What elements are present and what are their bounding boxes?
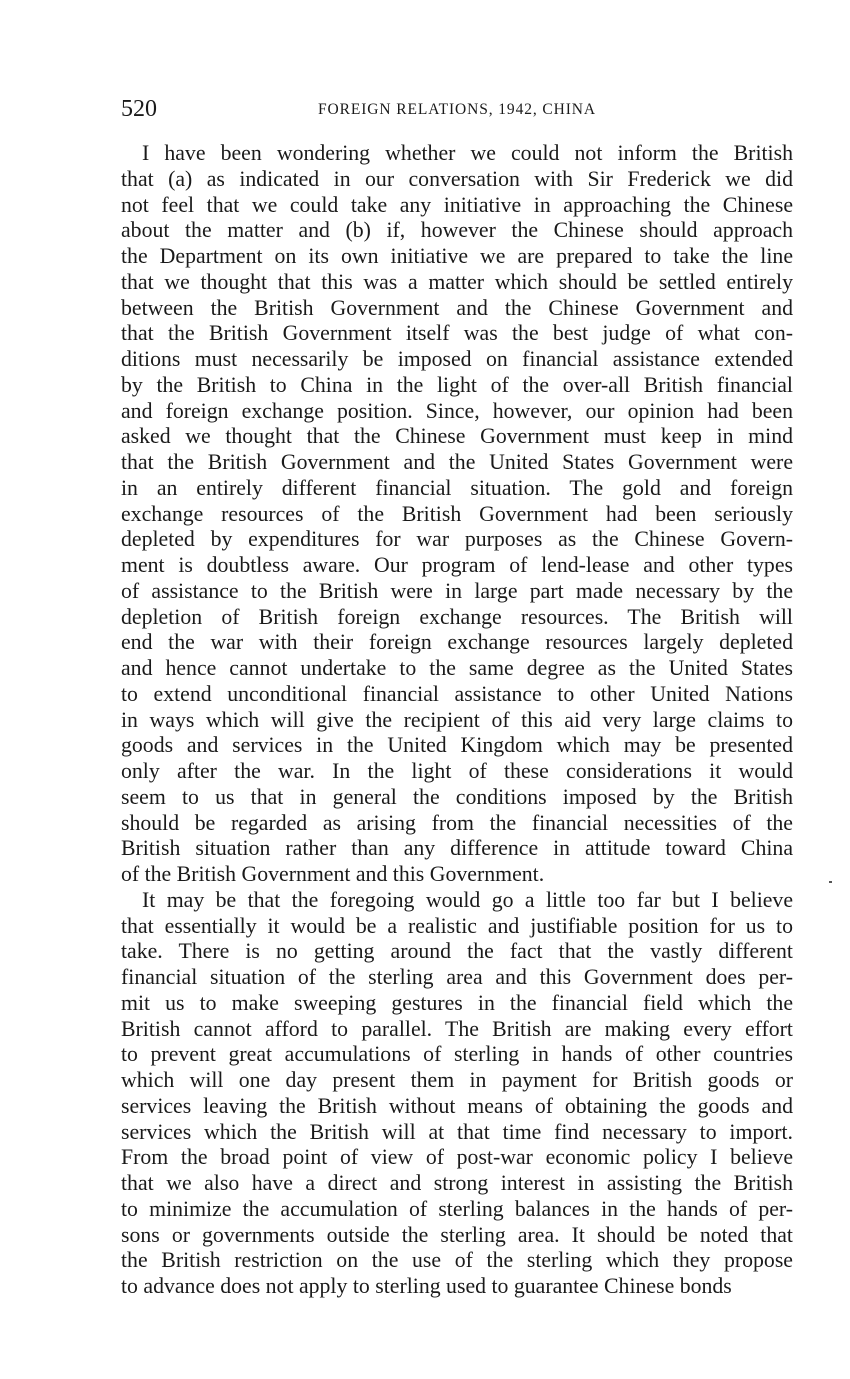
text-line: that we also have a direct and strong interest in assisting the British <box>121 1171 793 1195</box>
text-line: that essentially it would be a realistic and justifiable position for us to <box>121 913 793 938</box>
text-line: and hence cannot undertake to the same degree as the United States <box>121 656 793 680</box>
text-line: to minimize the accumulation of sterling balances in the hands of per- <box>121 1196 793 1221</box>
text-line: depletion of British foreign exchange resources. The British will <box>121 604 793 629</box>
page-header <box>121 94 793 124</box>
text-line: the Department on its own initiative we are prepared to take the line <box>121 244 793 268</box>
text-line: that the British Government and the United States Government were <box>121 450 793 474</box>
text-line: sons or governments outside the sterling area. It should be noted that <box>121 1222 793 1247</box>
text-line: about the matter and (b) if, however the Chinese should approach <box>121 218 793 243</box>
text-line: which will one day present them in payment for British goods or <box>121 1068 793 1092</box>
text-line: to extend unconditional financial assistance to other United Nations <box>121 681 793 706</box>
text-line: services leaving the British without means of obtaining the goods and <box>121 1093 793 1118</box>
body-text <box>121 141 793 1300</box>
text-line: services which the British will at that time find necessary to import. <box>121 1119 793 1144</box>
text-line: I have been wondering whether we could not inform the British <box>142 141 793 165</box>
running-head: FOREIGN RELATIONS, 1942, CHINA <box>317 101 596 118</box>
text-line: to prevent great accumulations of sterling in hands of other countries <box>121 1042 793 1067</box>
text-line: mit us to make sweeping gestures in the financial field which the <box>121 990 793 1015</box>
text-line: goods and services in the United Kingdom which may be presented <box>121 733 793 758</box>
text-line: take. There is no getting around the fact that the vastly different <box>121 939 793 964</box>
text-line: in an entirely different financial situation. The gold and foreign <box>121 475 793 500</box>
text-line: that (a) as indicated in our conversation with Sir Frederick we did <box>121 166 793 191</box>
text-line: end the war with their foreign exchange resources largely depleted <box>121 630 793 655</box>
text-line: that the British Government itself was the best judge of what con- <box>121 321 793 346</box>
paragraph <box>121 141 793 888</box>
text-line: and foreign exchange position. Since, however, our opinion had been <box>121 398 793 423</box>
paragraph <box>121 888 793 1300</box>
text-line: not feel that we could take any initiative in approaching the Chinese <box>121 192 793 217</box>
text-line: should be regarded as arising from the financial necessities of the <box>121 810 793 835</box>
text-line: It may be that the foregoing would go a little too far but I believe <box>142 887 793 912</box>
text-line: by the British to China in the light of the over-all British financial <box>121 372 793 397</box>
text-line: seem to us that in general the conditions imposed by the British <box>121 784 793 809</box>
text-line: to advance does not apply to sterling used to guarantee Chinese bonds <box>121 1274 732 1298</box>
text-line: of assistance to the British were in large part made necessary by the <box>121 578 793 603</box>
text-line: asked we thought that the Chinese Government must keep in mind <box>121 424 793 449</box>
text-line: British situation rather than any difference in attitude toward China <box>121 836 793 861</box>
text-line: From the broad point of view of post-war economic policy I believe <box>121 1145 793 1170</box>
text-line: the British restriction on the use of the sterling which they propose <box>121 1248 793 1273</box>
text-line: financial situation of the sterling area and this Government does per- <box>121 965 793 989</box>
text-line: exchange resources of the British Government had been seriously <box>121 501 793 526</box>
text-line: of the British Government and this Government. <box>121 862 545 886</box>
text-line: in ways which will give the recipient of this aid very large claims to <box>121 707 793 732</box>
text-line: depleted by expenditures for war purposes as the Chinese Govern- <box>121 527 793 552</box>
text-line: only after the war. In the light of these considerations it would <box>121 759 793 783</box>
margin-mark <box>829 881 832 883</box>
text-line: ditions must necessarily be imposed on financial assistance extended <box>121 347 793 371</box>
text-line: that we thought that this was a matter which should be settled entirely <box>121 269 793 294</box>
page-number: 520 <box>121 96 157 122</box>
text-line: ment is doubtless aware. Our program of lend-lease and other types <box>121 553 793 577</box>
text-line: between the British Government and the Chinese Government and <box>121 295 793 320</box>
text-line: British cannot afford to parallel. The British are making every effort <box>121 1016 793 1041</box>
